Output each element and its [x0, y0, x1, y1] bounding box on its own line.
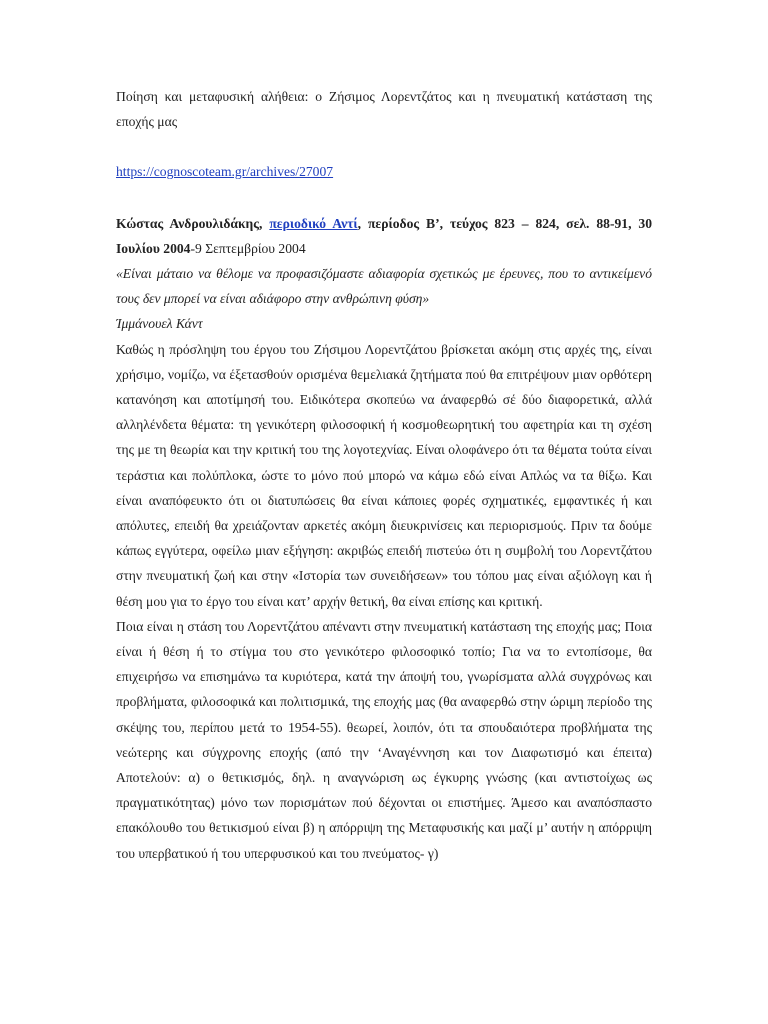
document-page: [116, 84, 652, 866]
journal-link[interactable]: περιοδικό Αντί: [269, 215, 358, 231]
epigraph-author: Ίμμάνουελ Κάντ: [116, 316, 203, 332]
body-paragraph-1: Καθώς η πρόσληψη του έργου του Ζήσιμου Λορεντζάτου βρίσκεται ακόμη στις αρχές της, είναι χρήσιμο, νομίζω, να έξετασθούν ορισμένα θεμελιακά ζητήματα πού θα επιτρέψουν μιαν ορθότερη κατανόηση και αποτίμησή του. Ειδικότερα σκοπεύω να άναφερθώ σέ δύο διαφορετικά, αλλά αλληλένδετα θέματα: τη γενικότερη φιλοσοφική ή κοσμοθεωρητική του αφετηρία και τη σχέση της με τη θεωρία και την κριτική του της λογοτεχνίας. Είναι ολοφάνερο ότι τα θέματα τούτα είναι τεράστια και πολύπλοκα, ώστε το μόνο πού μπορώ να κάμω εδώ είναι Απλώς να τα θίξω. Και είναι αναπόφευκτο ότι οι διατυπώσεις θα είναι κάποιες φορές σχηματικές, εμφαντικές ή και απόλυτες, επειδή θα χρειάζονταν αρκετές ακόμη διευκρινίσεις και περιορισμούς. Πριν τα δούμε κάπως εγγύτερα, οφείλω μιαν εξήγηση: ακριβώς επειδή πιστεύω ότι η συμβολή του Λορεντζάτου στην πνευματική ζωή και στην «Ιστορία των συνειδήσεων» του τόπου μας είναι αξιόλογη και ή θέση μου για το έργο του είναι κατ’ αρχήν θετική, θα είναι επίσης και κριτική.: [116, 341, 652, 609]
document-title: Ποίηση και μεταφυσική αλήθεια: ο Ζήσιμος Λορεντζάτος και η πνευματική κατάσταση της εποχής μας: [116, 89, 652, 130]
byline-date-suffix: -9 Σεπτεμβρίου 2004: [190, 240, 306, 256]
byline-author: Κώστας Ανδρουλιδάκης,: [116, 215, 270, 231]
epigraph-quote: «Είναι μάταιο να θέλομε να προφασιζόμαστε αδιαφορία σχετικώς με έρευνες, που το αντικείμενό τους δεν μπορεί να είναι αδιάφορο στην ανθρώπινη φύση»: [116, 266, 652, 307]
source-link-paragraph: [116, 159, 652, 184]
source-link[interactable]: https://cognoscoteam.gr/archives/27007: [116, 164, 334, 180]
body-paragraph-2: Ποια είναι η στάση του Λορεντζάτου απέναντι στην πνευματική κατάσταση της εποχής μας; Ποια είναι ή θέση ή το στίγμα του στο γενικότερο φιλοσοφικό τοπίο; Για να το εντοπίσομε, θα επιχειρήσω να επισημάνω τα κυριότερα, κατά την άποψή του, γνωρίσματα αλλά συγχρόνως και προβλήματα, φιλοσοφικά και πολιτισμικά, της εποχής μας (θα αναφερθώ στην ώριμη περίοδο της σκέψης του, περίπου μετά το 1954-55). θεωρεί, λοιπόν, ότι τα σπουδαιότερα προβλήματα της νεώτερης και σύγχρονης εποχής (από την ‘Αναγέννηση και τον Διαφωτισμό και έπειτα) Αποτελούν: α) ο θετικισμός, δηλ. η αναγνώριση ως έγκυρης γνώσης (και αντιστοίχως ως πραγματικότητας) μόνο των πορισμάτων πού δέχονται οι επιστήμες. Άμεσο και αναπόσπαστο επακόλουθο του θετικισμού είναι β) η απόρριψη της Μεταφυσικής και μαζί μ’ αυτήν η απόρριψη του υπερβατικού ή του υπερφυσικού και του πνεύματος- γ): [116, 618, 652, 861]
byline: [116, 211, 652, 261]
byline-issue: , περίοδος Β’, τεύχος 823 – 824, σελ. 88-91, 30 Ιουλίου 2004: [116, 215, 653, 256]
